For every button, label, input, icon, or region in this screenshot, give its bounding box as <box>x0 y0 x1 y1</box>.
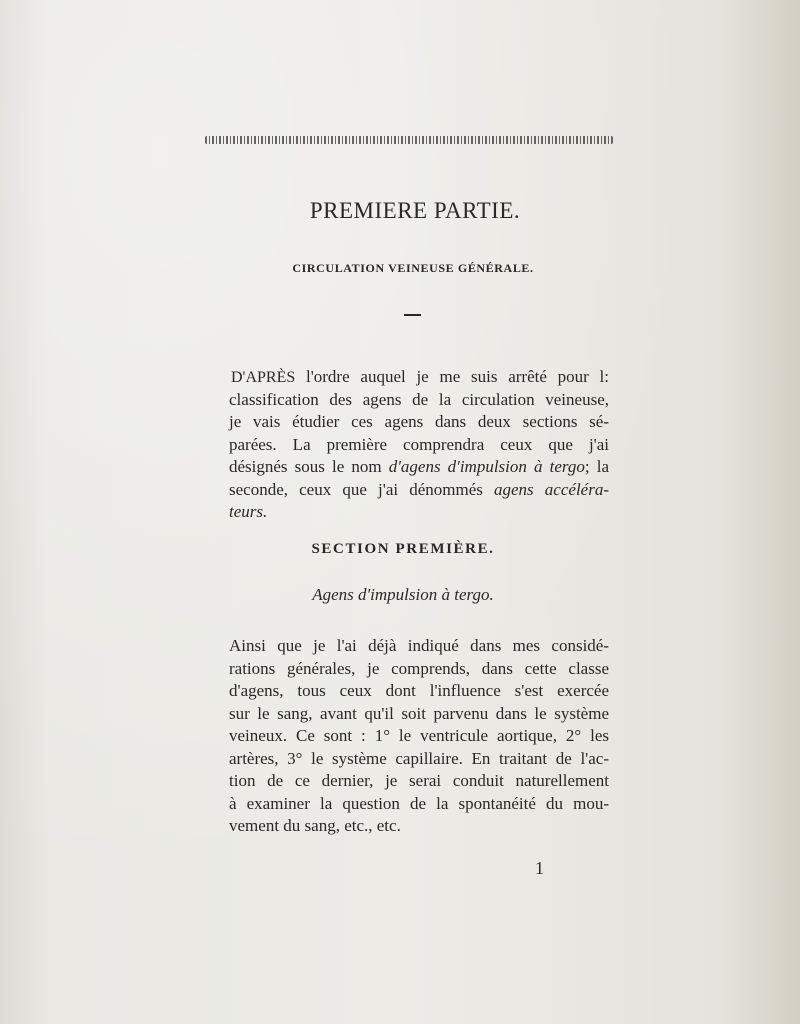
intro-line-6: seconde, ceux que j'ai dénommés agens accéléra- <box>229 479 609 499</box>
intro-line-4: parées. La première comprendra ceux que j'ai <box>229 434 609 454</box>
intro-line-5: désignés sous le nom d'agens d'impulsion à tergo; la <box>229 457 610 476</box>
intro-paragraph <box>229 366 609 524</box>
body-line-3: d'agens, tous ceux dont l'influence s'est exercée <box>229 681 609 700</box>
separator-dash <box>404 314 421 316</box>
body-line-2: rations générales, je comprends, dans cette classe <box>229 658 609 678</box>
body-line-5: veineux. Ce sont : 1° le ventricule aortique, 2° les <box>229 726 609 745</box>
intro-line-1: D'APRÈS l'ordre auquel je me suis arrêté pour l: <box>231 367 609 386</box>
intro-line-7: teurs. <box>229 502 268 521</box>
italic-term-1: d'agens d'impulsion à tergo <box>388 457 585 476</box>
body-line-9: vement du sang, etc., etc. <box>229 816 401 835</box>
section-heading: SECTION PREMIÈRE. <box>311 541 495 557</box>
page-title: PREMIERE PARTIE. <box>309 198 521 223</box>
body-line-4: sur le sang, avant qu'il soit parvenu dans le système <box>229 703 609 723</box>
chapter-subtitle: CIRCULATION VEINEUSE GÉNÉRALE. <box>292 261 534 275</box>
body-line-1: Ainsi que je l'ai déjà indiqué dans mes considé- <box>229 636 609 655</box>
body-line-8: à examiner la question de la spontanéité du mou- <box>229 793 609 813</box>
section-subheading: Agens d'impulsion à tergo. <box>312 585 494 604</box>
body-line-6: artères, 3° le système capillaire. En traitant de l'ac- <box>229 748 609 768</box>
decorative-rule <box>205 136 613 144</box>
body-line-7: tion de ce dernier, je serai conduit naturellement <box>229 771 609 790</box>
italic-term-2: agens accéléra- <box>494 479 609 499</box>
intro-line-2: classification des agens de la circulation veineuse, <box>229 389 609 409</box>
page-number: 1 <box>535 858 544 878</box>
body-paragraph <box>229 635 609 838</box>
intro-line-3: je vais étudier ces agens dans deux sections sé- <box>229 412 609 431</box>
dropcap-word: D'APRÈS <box>231 369 296 386</box>
